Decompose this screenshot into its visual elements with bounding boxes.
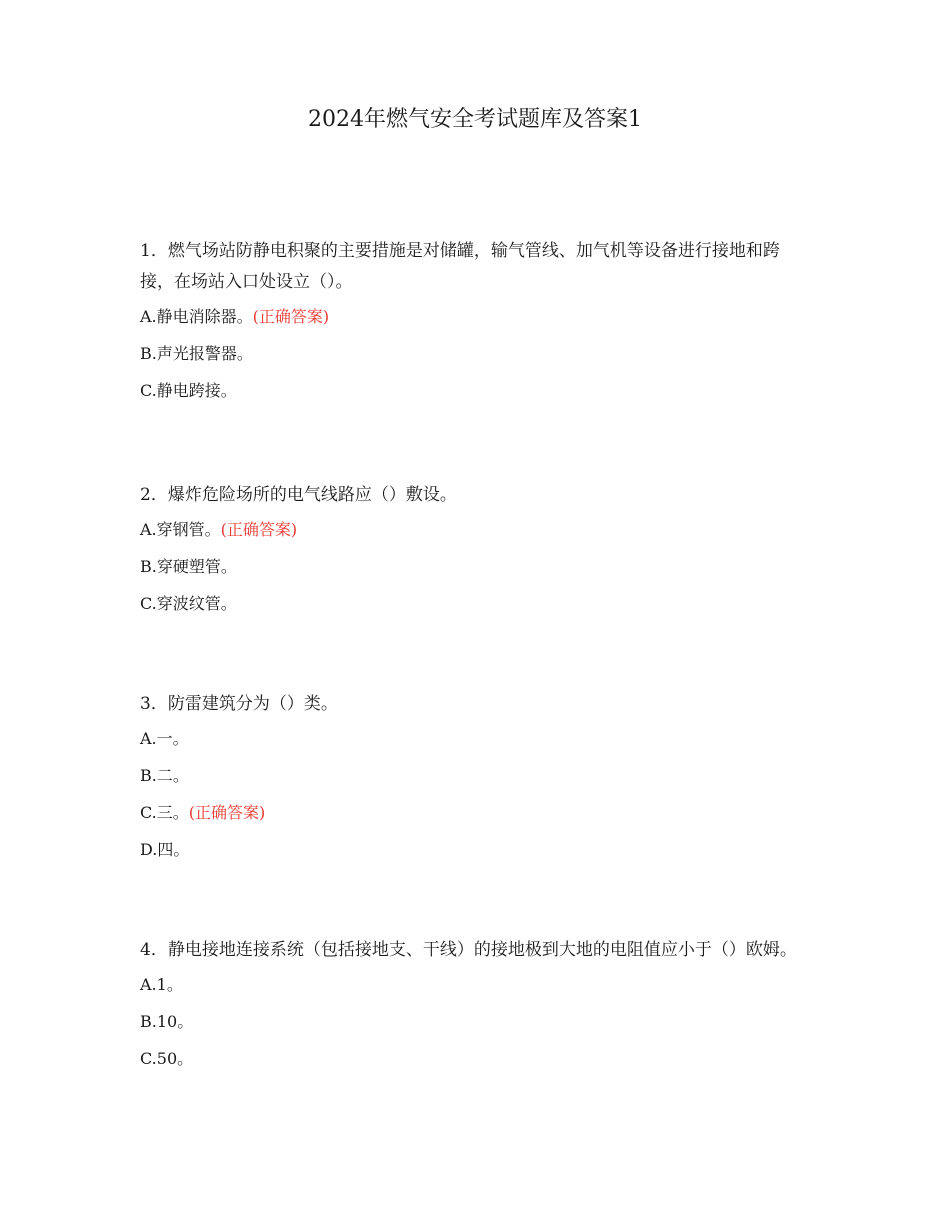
option-text: C.50。 bbox=[140, 1049, 194, 1068]
option-item bbox=[140, 757, 810, 794]
option-item bbox=[140, 1040, 810, 1077]
option-item bbox=[140, 966, 810, 1003]
option-item bbox=[140, 831, 810, 868]
option-list bbox=[140, 720, 810, 868]
option-text: A.一。 bbox=[140, 729, 189, 748]
option-text: B.穿硬塑管。 bbox=[140, 557, 237, 576]
option-text: D.四。 bbox=[140, 840, 190, 859]
option-text: B.10。 bbox=[140, 1012, 194, 1031]
question-block bbox=[140, 236, 810, 409]
option-item bbox=[140, 372, 810, 409]
option-text: C.静电跨接。 bbox=[140, 381, 237, 400]
document-title: 2024年燃气安全考试题库及答案1 bbox=[308, 107, 642, 132]
option-item bbox=[140, 298, 810, 335]
question-block bbox=[140, 689, 810, 868]
option-item bbox=[140, 335, 810, 372]
option-text: C.穿波纹管。 bbox=[140, 594, 237, 613]
correct-answer-mark: (正确答案) bbox=[220, 520, 298, 539]
option-item bbox=[140, 511, 810, 548]
option-text: B.声光报警器。 bbox=[140, 344, 253, 363]
correct-answer-mark: (正确答案) bbox=[188, 803, 266, 822]
option-text: A.1。 bbox=[140, 975, 183, 994]
option-list bbox=[140, 298, 810, 409]
question-stem: 4．静电接地连接系统（包括接地支、干线）的接地极到大地的电阻值应小于（）欧姆。 bbox=[140, 940, 797, 960]
question-block bbox=[140, 480, 810, 622]
question-stem: 3．防雷建筑分为（）类。 bbox=[140, 694, 338, 714]
question-stem: 2．爆炸危险场所的电气线路应（）敷设。 bbox=[140, 485, 457, 505]
option-text: A.穿钢管。 bbox=[140, 520, 221, 539]
question-block bbox=[140, 935, 810, 1077]
option-text: B.二。 bbox=[140, 766, 189, 785]
option-list bbox=[140, 511, 810, 622]
question-stem: 1．燃气场站防静电积聚的主要措施是对储罐，输气管线、加气机等设备进行接地和跨接，在场站入口处设立（）。 bbox=[140, 241, 780, 292]
option-item bbox=[140, 548, 810, 585]
option-item bbox=[140, 794, 810, 831]
option-item bbox=[140, 585, 810, 622]
option-text: C.三。 bbox=[140, 803, 189, 822]
correct-answer-mark: (正确答案) bbox=[252, 307, 330, 326]
option-item bbox=[140, 1003, 810, 1040]
option-item bbox=[140, 720, 810, 757]
option-list bbox=[140, 966, 810, 1077]
option-text: A.静电消除器。 bbox=[140, 307, 253, 326]
